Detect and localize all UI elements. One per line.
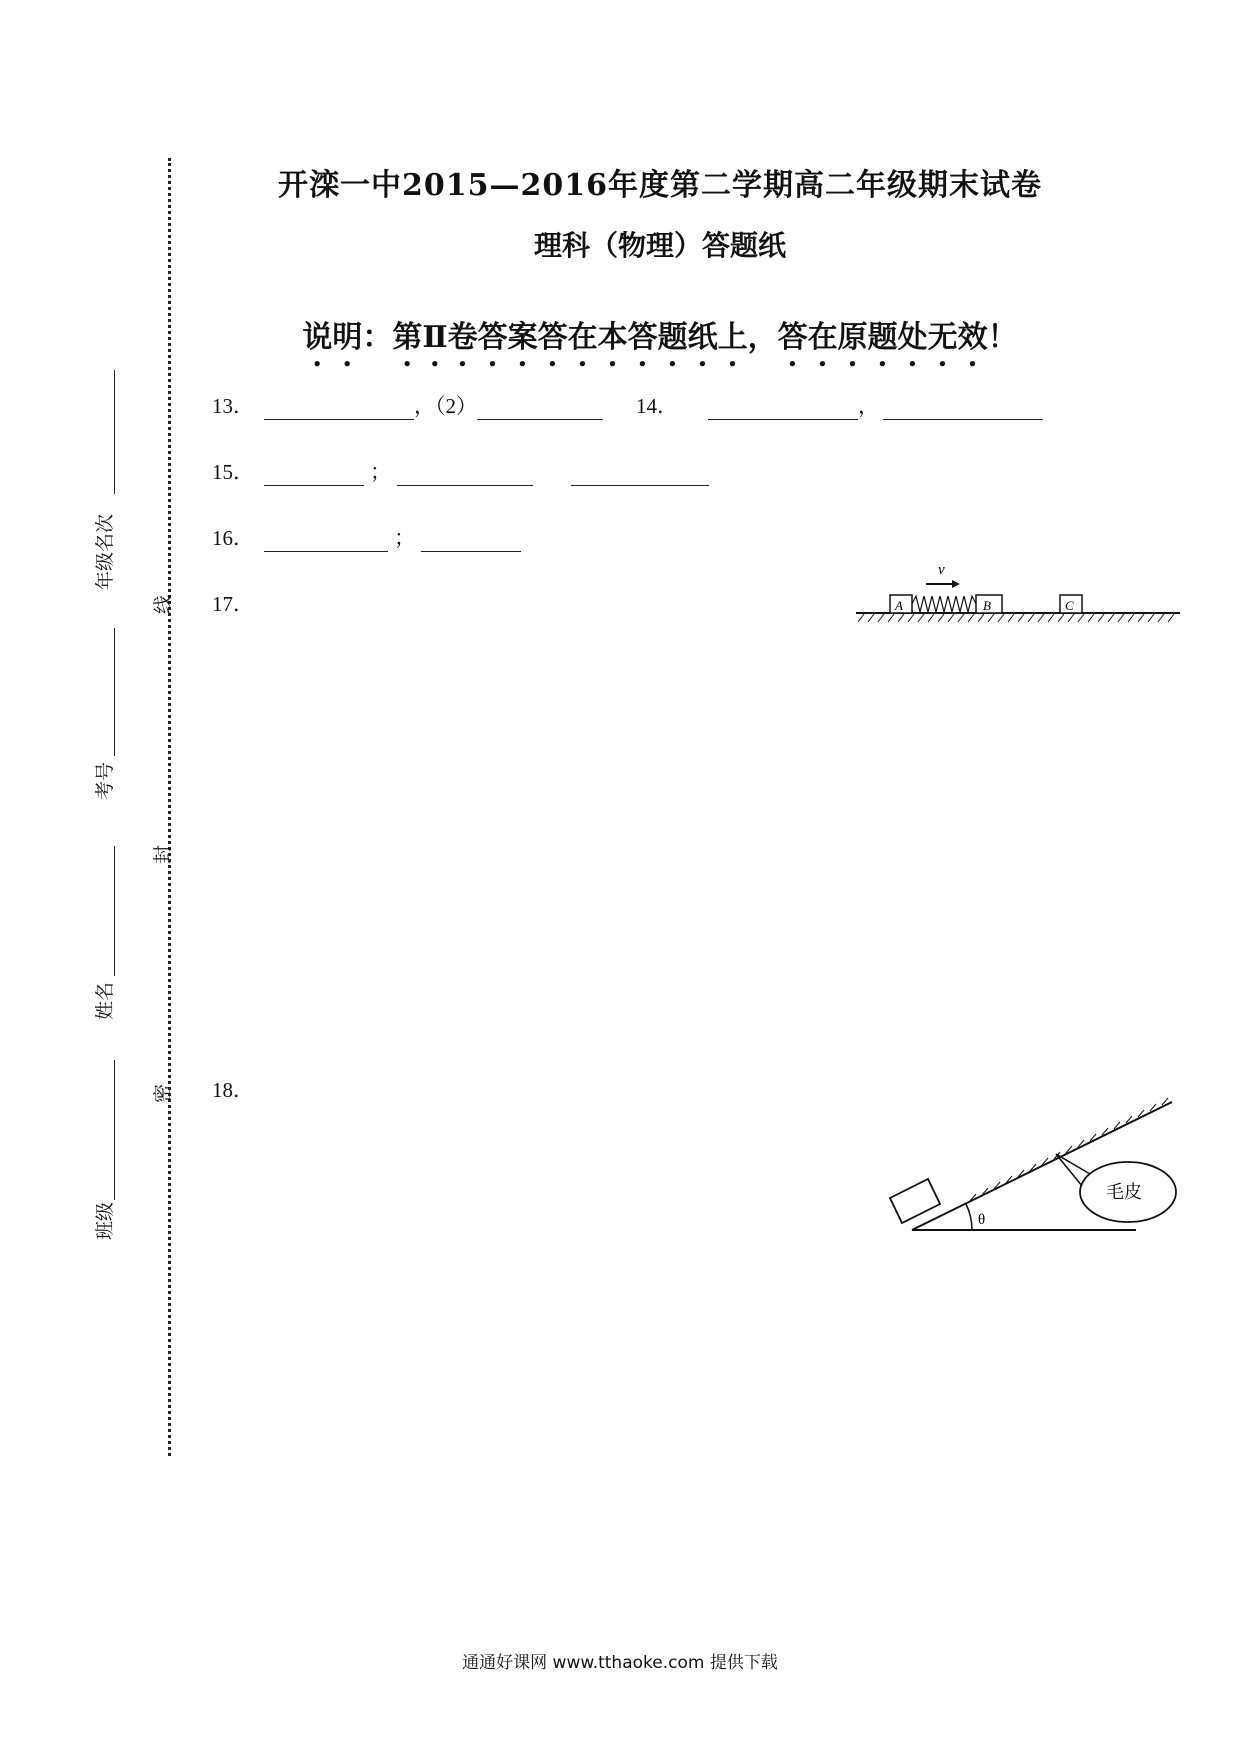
instruction-text: 说明：第Ⅱ卷答案答在本答题纸上，答在原题处无效！ — [302, 320, 1018, 355]
q15-number: 15． — [212, 460, 254, 484]
seal-mark-mi: 密 — [152, 1083, 174, 1103]
question-18 — [212, 1074, 254, 1104]
fur-label: 毛皮 — [1106, 1182, 1142, 1203]
q14-blank-1[interactable] — [708, 397, 858, 420]
q16-blank-2[interactable] — [421, 529, 521, 552]
ground-hatching — [858, 614, 1174, 622]
q14-blank-2[interactable] — [883, 397, 1043, 420]
field-rank-blank[interactable] — [114, 370, 115, 494]
q17-answer-area[interactable] — [260, 630, 860, 1050]
block-c-label: C — [1065, 598, 1074, 613]
fur-callout-pointer-2 — [1056, 1154, 1090, 1174]
figure-17-blocks-spring — [850, 560, 1190, 630]
spring — [912, 596, 976, 612]
exam-subtitle: 理科（物理）答题纸 — [533, 229, 786, 262]
q18-number: 18． — [212, 1078, 254, 1102]
question-17 — [212, 588, 254, 618]
q16-number: 16． — [212, 526, 254, 550]
velocity-label: v — [938, 562, 945, 578]
instruction-note — [40, 312, 1240, 373]
fur-callout-pointer — [1056, 1154, 1082, 1186]
q15-sep: ； — [370, 460, 391, 484]
field-rank-label: 年级名次 — [94, 513, 116, 590]
block-a-label: A — [895, 598, 903, 613]
q13-number: 13． — [212, 394, 254, 418]
exam-title: 开滦一中2015—2016年度第二学期高二年级期末试卷 — [278, 168, 1042, 203]
q15-blank-2[interactable] — [397, 463, 533, 486]
field-class-label: 班级 — [94, 1201, 116, 1240]
question-14 — [636, 390, 1043, 420]
field-class-blank[interactable] — [114, 1060, 115, 1200]
angle-theta-label: θ — [978, 1212, 986, 1228]
seal-mark-xian: 线 — [152, 594, 174, 614]
field-name-label: 姓名 — [94, 981, 116, 1020]
q14-number: 14． — [636, 394, 678, 418]
q15-blank-1[interactable] — [264, 463, 364, 486]
question-13 — [212, 390, 603, 420]
velocity-arrowhead — [952, 580, 960, 588]
seal-mark-feng: 封 — [152, 844, 174, 864]
block-b-label: B — [983, 598, 991, 613]
question-15 — [212, 456, 709, 486]
field-name-blank[interactable] — [114, 846, 115, 976]
figure-18-incline — [880, 1090, 1200, 1250]
q15-blank-3[interactable] — [571, 463, 709, 486]
q13-part2-label: ，（2） — [414, 394, 477, 418]
q18-answer-area[interactable] — [260, 1116, 860, 1446]
q14-sep: ， — [858, 394, 879, 418]
q13-blank-2[interactable] — [477, 397, 603, 420]
q16-sep: ； — [394, 526, 415, 550]
q13-blank-1[interactable] — [264, 397, 414, 420]
q17-number: 17． — [212, 592, 254, 616]
footer-source: 通通好课网 www.tthaoke.com 提供下载 — [462, 1653, 778, 1673]
angle-arc — [966, 1204, 972, 1230]
field-id-label: 考号 — [94, 761, 116, 800]
field-id-blank[interactable] — [114, 628, 115, 756]
question-16 — [212, 522, 521, 552]
incline-block — [890, 1179, 940, 1223]
q16-blank-1[interactable] — [264, 529, 388, 552]
